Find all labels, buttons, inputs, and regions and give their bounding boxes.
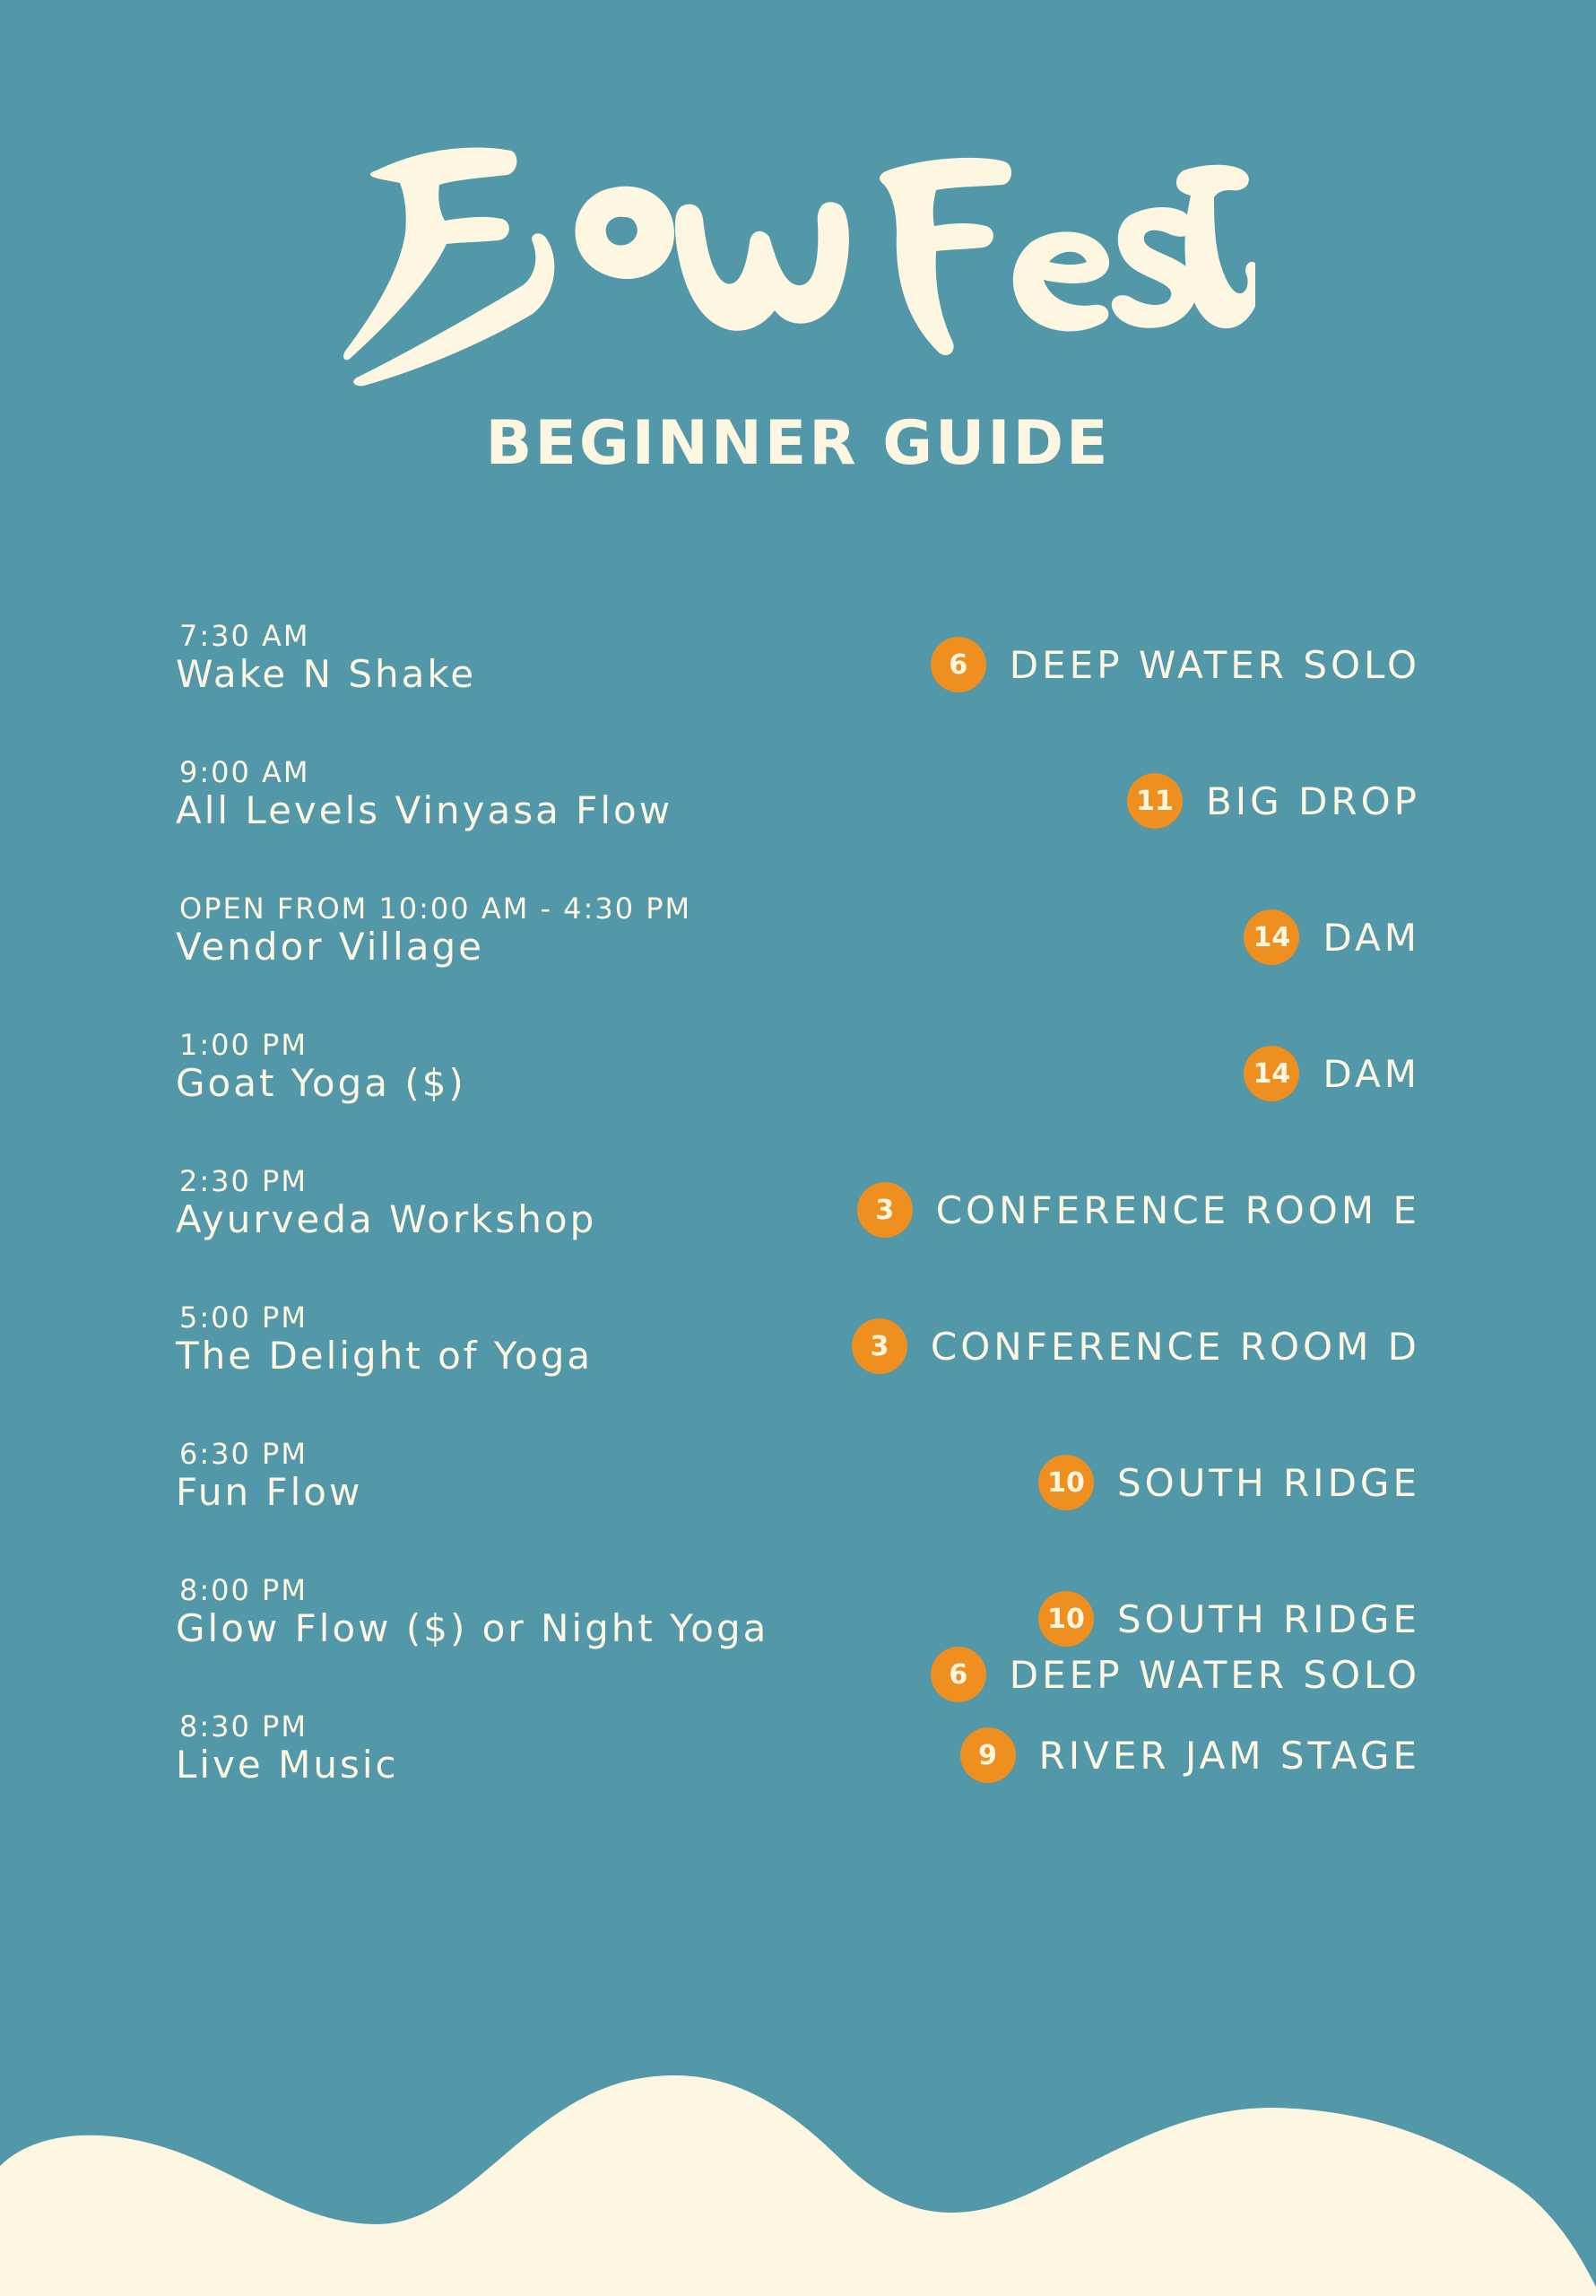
event-locations (1127, 773, 1420, 829)
schedule-list (176, 0, 1420, 2296)
event-name: Live Music (176, 1743, 399, 1787)
event-locations (1244, 1046, 1420, 1101)
event-name: Ayurveda Workshop (176, 1197, 597, 1241)
event-locations (857, 1182, 1420, 1238)
hills-shape (0, 2054, 1596, 2296)
location (852, 1318, 1420, 1374)
event-locations (852, 1318, 1420, 1374)
location-name: DEEP WATER SOLO (1009, 642, 1420, 687)
event-name: Vendor Village (176, 925, 484, 969)
location (931, 637, 1420, 692)
map-marker-badge: 6 (931, 1647, 986, 1702)
event-time: 8:00 PM (179, 1573, 308, 1607)
event-time: 8:30 PM (179, 1709, 308, 1744)
location-name: SOUTH RIDGE (1116, 1460, 1420, 1505)
location-name: SOUTH RIDGE (1116, 1596, 1420, 1641)
location (1244, 1046, 1420, 1101)
map-marker-badge: 10 (1038, 1591, 1094, 1647)
location (1244, 909, 1420, 965)
location (931, 1647, 1420, 1702)
map-marker-badge: 11 (1127, 773, 1183, 829)
event-name: Goat Yoga ($) (176, 1061, 466, 1105)
hills-decoration (0, 2054, 1596, 2296)
location-name: DEEP WATER SOLO (1009, 1652, 1420, 1697)
location-name: CONFERENCE ROOM E (935, 1187, 1420, 1232)
location-name: CONFERENCE ROOM D (930, 1324, 1420, 1369)
location (1038, 1455, 1420, 1510)
map-marker-badge: 6 (931, 637, 986, 692)
event-locations (960, 1727, 1420, 1783)
event-time: 7:30 AM (179, 619, 310, 653)
location-name: BIG DROP (1205, 778, 1420, 823)
event-locations (1244, 909, 1420, 965)
map-marker-badge: 10 (1038, 1455, 1094, 1510)
page-title: BEGINNER GUIDE (485, 408, 1111, 479)
map-marker-badge: 14 (1244, 909, 1299, 965)
location (960, 1727, 1420, 1783)
event-name: Wake N Shake (176, 652, 477, 696)
location-name: DAM (1323, 915, 1420, 960)
event-time: 5:00 PM (179, 1300, 308, 1335)
event-time: OPEN FROM 10:00 AM - 4:30 PM (179, 891, 692, 926)
map-marker-badge: 9 (960, 1727, 1016, 1783)
map-marker-badge: 3 (852, 1318, 907, 1374)
event-name: The Delight of Yoga (176, 1334, 594, 1378)
location-name: DAM (1323, 1051, 1420, 1096)
event-name: Glow Flow ($) or Night Yoga (176, 1606, 769, 1650)
location (1127, 773, 1420, 829)
location (931, 1591, 1420, 1647)
location-name: RIVER JAM STAGE (1038, 1733, 1420, 1778)
event-name: All Levels Vinyasa Flow (176, 788, 673, 832)
event-time: 1:00 PM (179, 1028, 308, 1062)
map-marker-badge: 3 (857, 1182, 913, 1238)
event-name: Fun Flow (176, 1470, 363, 1514)
event-locations (931, 1591, 1420, 1702)
location (857, 1182, 1420, 1238)
event-time: 6:30 PM (179, 1437, 308, 1471)
event-time: 9:00 AM (179, 755, 310, 789)
event-time: 2:30 PM (179, 1164, 308, 1198)
map-marker-badge: 14 (1244, 1046, 1299, 1101)
event-locations (1038, 1455, 1420, 1510)
event-locations (931, 637, 1420, 692)
